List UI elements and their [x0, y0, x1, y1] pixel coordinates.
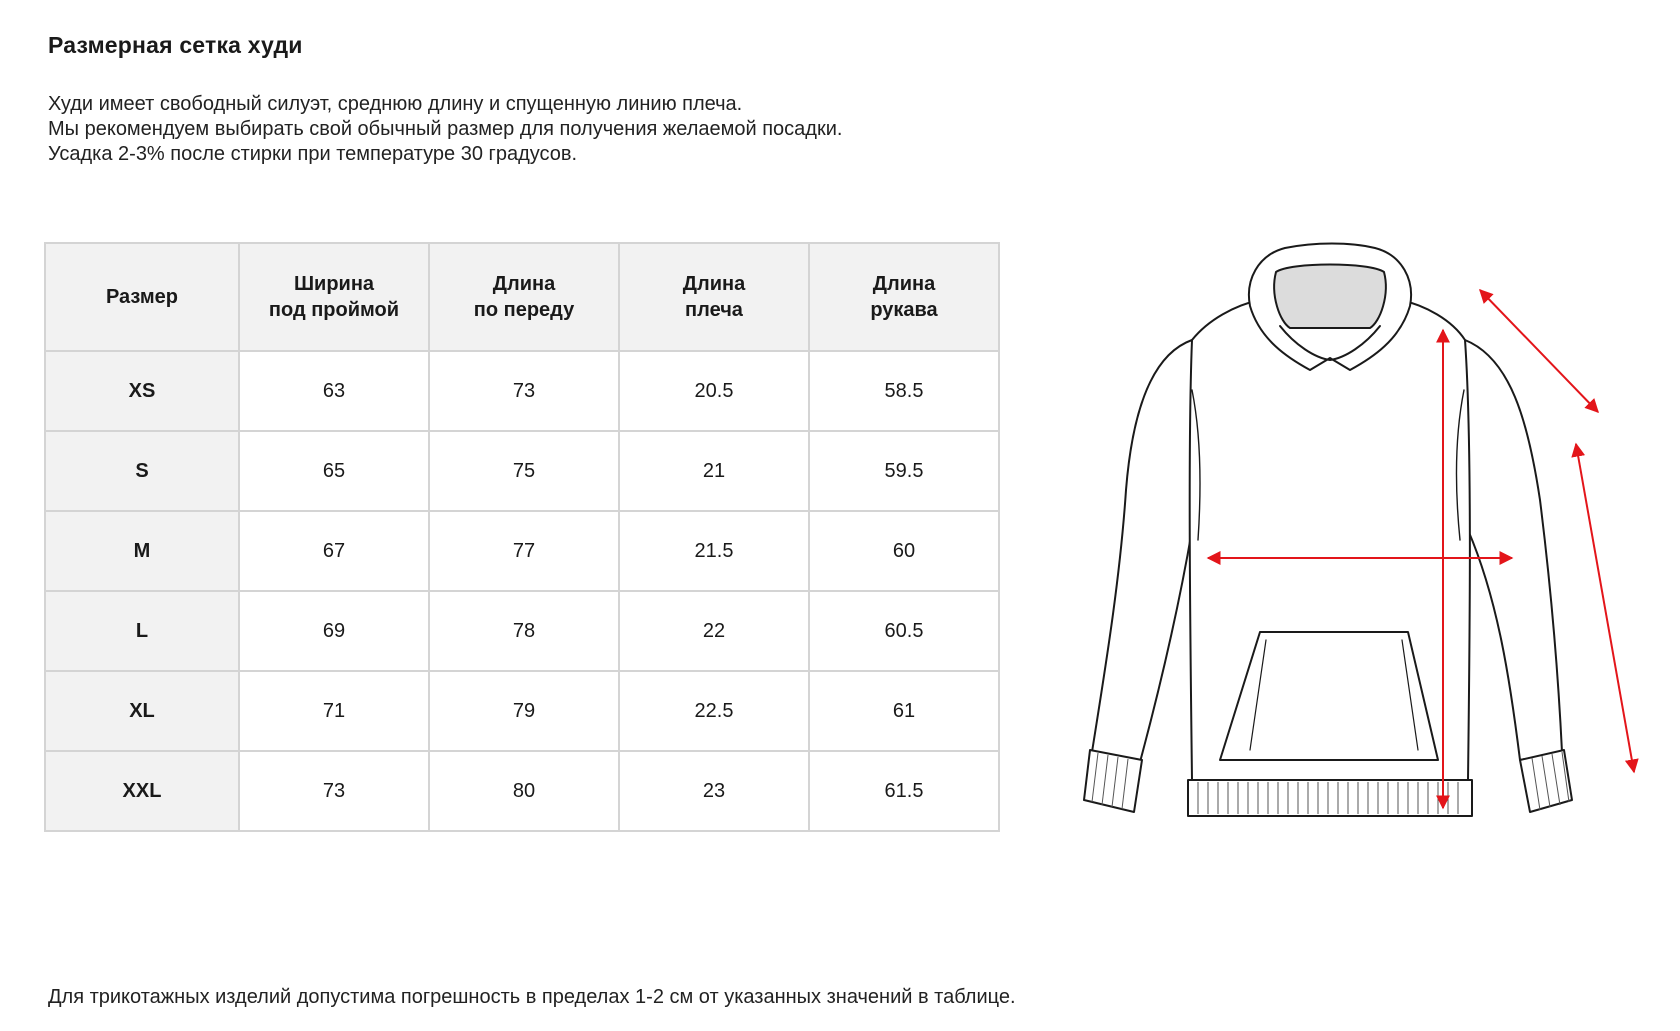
chest-width-cell: 69 [239, 591, 429, 671]
header-text: Ширина [293, 273, 375, 295]
description-line: Худи имеет свободный силуэт, среднюю длину и спущенную линию плеча. [48, 93, 743, 115]
left-sleeve [1092, 340, 1192, 762]
shoulder-length-cell: 21 [619, 431, 809, 511]
description-line: Мы рекомендуем выбирать свой обычный размер для получения желаемой посадки. [48, 118, 843, 140]
header-front-length [429, 243, 619, 351]
chest-width-cell: 63 [239, 351, 429, 431]
front-length-cell: 75 [429, 431, 619, 511]
size-cell: L [45, 591, 239, 671]
header-text: Размер [105, 286, 179, 308]
size-cell: M [45, 511, 239, 591]
header-text: под проймой [268, 299, 400, 321]
sleeve-length-cell: 60 [809, 511, 999, 591]
sleeve-length-cell: 59.5 [809, 431, 999, 511]
size-cell: XL [45, 671, 239, 751]
size-cell: S [45, 431, 239, 511]
table-row [45, 511, 999, 591]
header-chest-width [239, 243, 429, 351]
shoulder-length-cell: 21.5 [619, 511, 809, 591]
header-size [45, 243, 239, 351]
chest-width-cell: 71 [239, 671, 429, 751]
header-sleeve-length [809, 243, 999, 351]
table-row [45, 351, 999, 431]
right-sleeve [1465, 340, 1562, 760]
sleeve-length-cell: 61.5 [809, 751, 999, 831]
table-row [45, 431, 999, 511]
tolerance-note: Для трикотажных изделий допустима погрешность в пределах 1-2 см от указанных значений в таблице. [48, 986, 1016, 1008]
size-cell: XXL [45, 751, 239, 831]
table-row [45, 751, 999, 831]
front-length-cell: 77 [429, 511, 619, 591]
shoulder-length-cell: 23 [619, 751, 809, 831]
description [48, 92, 842, 167]
header-text: Длина [492, 273, 556, 295]
sleeve-length-cell: 61 [809, 671, 999, 751]
front-length-cell: 80 [429, 751, 619, 831]
table-row [45, 591, 999, 671]
size-table [44, 242, 1000, 832]
hood-inner [1274, 265, 1386, 329]
chest-width-cell: 67 [239, 511, 429, 591]
size-cell: XS [45, 351, 239, 431]
hoodie-icon [1080, 240, 1640, 840]
shoulder-length-cell: 22 [619, 591, 809, 671]
chest-width-cell: 65 [239, 431, 429, 511]
table-header-row [45, 243, 999, 351]
table-row [45, 671, 999, 751]
sleeve-length-cell: 58.5 [809, 351, 999, 431]
front-length-cell: 79 [429, 671, 619, 751]
shoulder-length-cell: 22.5 [619, 671, 809, 751]
header-text: рукава [870, 299, 938, 321]
sleeve-length-arrow [1576, 444, 1634, 772]
header-text: Длина [872, 273, 936, 295]
sleeve-length-cell: 60.5 [809, 591, 999, 671]
shoulder-length-cell: 20.5 [619, 351, 809, 431]
chest-width-cell: 73 [239, 751, 429, 831]
front-length-cell: 78 [429, 591, 619, 671]
description-line: Усадка 2-3% после стирки при температуре 30 градусов. [48, 143, 578, 165]
page-title: Размерная сетка худи [48, 32, 303, 58]
waistband [1188, 780, 1472, 816]
header-shoulder-length [619, 243, 809, 351]
header-text: по переду [473, 299, 575, 321]
header-text: плеча [685, 299, 743, 321]
front-length-cell: 73 [429, 351, 619, 431]
header-text: Длина [682, 273, 746, 295]
